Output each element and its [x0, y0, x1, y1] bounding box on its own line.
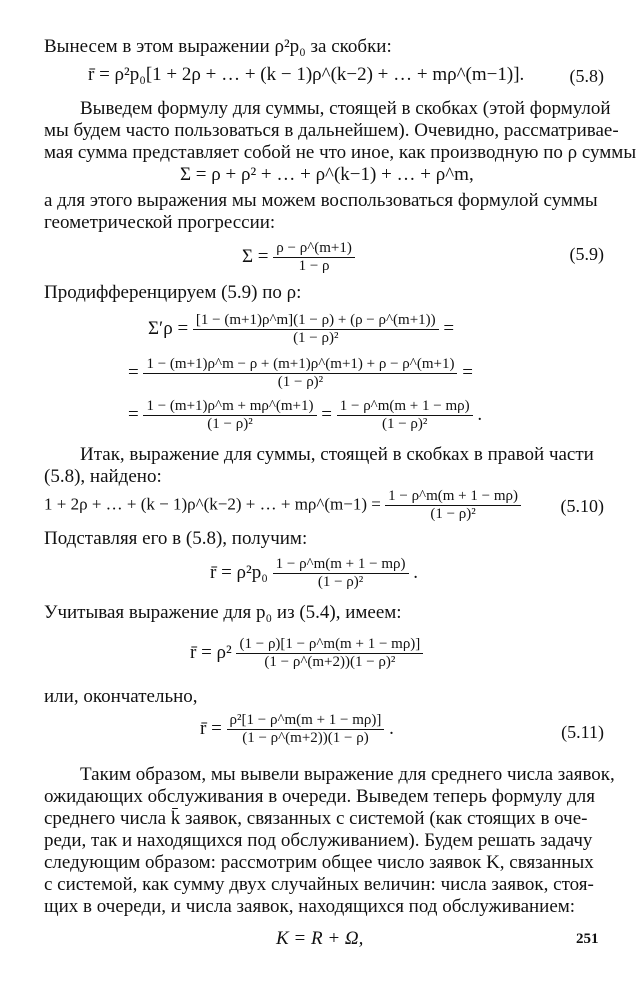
equation-rbar-2-numerator: (1 − ρ)[1 − ρ^m(m + 1 − mρ)]: [236, 636, 423, 654]
derivative-3a-denominator: (1 − ρ)²: [207, 416, 253, 432]
text-line-14: Итак, выражение для суммы, стоящей в скобках в правой части: [80, 444, 594, 465]
equals-sign: =: [443, 317, 455, 339]
derivative-2-numerator: 1 − (m+1)ρ^m − ρ + (m+1)ρ^(m+1) + ρ − ρ^(m+1): [143, 356, 457, 374]
equation-5-11-lhs: r̄ =: [200, 717, 222, 739]
text-line-15: (5.8), найдено:: [44, 466, 162, 487]
derivative-3a-fraction: [143, 398, 316, 433]
equation-5-9-lhs: Σ =: [242, 245, 269, 267]
equation-5-9-denominator: 1 − ρ: [298, 258, 330, 274]
text-line-17: Подставляя его в (5.8), получим:: [44, 528, 308, 549]
derivative-1-denominator: (1 − ρ)²: [293, 330, 339, 346]
derivative-1-numerator: [1 − (m+1)ρ^m](1 − ρ) + (ρ − ρ^(m+1)): [193, 312, 439, 330]
derivative-line-2: [128, 356, 473, 391]
derivative-3a-numerator: 1 − (m+1)ρ^m + mρ^(m+1): [143, 398, 316, 416]
equation-5-8: r̄ = ρ²p₀[1 + 2ρ + … + (k − 1)ρ^(k−2) + … + mρ^(m−1)].: [88, 64, 525, 85]
text-line-28: с системой, как сумму двух случайных величин: числа заявок, стоя-: [44, 874, 594, 895]
equation-number-5-9: (5.9): [569, 244, 604, 264]
equation-number-5-8: (5.8): [569, 66, 604, 86]
equation-rbar-2-fraction: [236, 636, 423, 671]
text-line-8: геометрической прогрессии:: [44, 212, 276, 233]
equation-rbar-2-denominator: (1 − ρ^(m+2))(1 − ρ)²: [264, 654, 396, 670]
derivative-1-fraction: [193, 312, 439, 347]
equation-5-11-denominator: (1 − ρ^(m+2))(1 − ρ): [242, 730, 369, 746]
sum-definition: Σ = ρ + ρ² + … + ρ^(k−1) + … + ρ^m,: [180, 164, 474, 185]
text-line-23: Таким образом, мы вывели выражение для среднего числа заявок,: [80, 764, 615, 785]
text-line-25: среднего числа k̄ заявок, связанных с системой (как стоящих в оче-: [44, 808, 588, 829]
derivative-3b-numerator: 1 − ρ^m(m + 1 − mρ): [337, 398, 473, 416]
equation-5-9: [242, 240, 355, 275]
equation-number-5-10: (5.10): [560, 496, 604, 516]
text-line-26: реди, так и находящихся под обслуживанием). Будем решать задачу: [44, 830, 593, 851]
equation-k: K = R + Ω,: [276, 928, 364, 949]
equals-sign: =: [321, 403, 337, 425]
text-line-21: или, окончательно,: [44, 686, 198, 707]
equation-rbar-1-fraction: [273, 556, 409, 591]
period: .: [389, 717, 394, 739]
derivative-1-lhs: Σ′ρ =: [148, 317, 189, 339]
equation-rbar-1-lhs: r̄ = ρ²p₀: [210, 561, 268, 583]
equation-5-11-fraction: [227, 712, 385, 747]
derivative-2-fraction: [143, 356, 457, 391]
equals-sign: =: [128, 403, 144, 425]
equation-5-10-lhs: 1 + 2ρ + … + (k − 1)ρ^(k−2) + … + mρ^(m−1) =: [44, 494, 381, 514]
derivative-2-denominator: (1 − ρ)²: [277, 374, 324, 390]
equation-5-11-numerator: ρ²[1 − ρ^m(m + 1 − mρ)]: [227, 712, 385, 730]
text-line-4: мы будем часто пользоваться в дальнейшем). Очевидно, рассматривае-: [44, 120, 619, 141]
equation-5-9-numerator: ρ − ρ^(m+1): [273, 240, 355, 258]
text-line-19: Учитывая выражение для p₀ из (5.4), имеем:: [44, 602, 402, 623]
text-line-5: мая сумма представляет собой не что иное, как производную по ρ суммы: [44, 142, 637, 163]
derivative-line-3: [128, 398, 482, 433]
derivative-3b-fraction: [337, 398, 473, 433]
equation-rbar-1-numerator: 1 − ρ^m(m + 1 − mρ): [273, 556, 409, 574]
equation-5-10: [44, 488, 521, 523]
derivative-3b-denominator: (1 − ρ)²: [381, 416, 428, 432]
equation-rbar-2: [190, 636, 423, 671]
derivative-line-1: [148, 312, 454, 347]
text-line-27: следующим образом: рассмотрим общее число заявок K, связанных: [44, 852, 594, 873]
equation-5-9-fraction: [273, 240, 355, 275]
period: .: [477, 403, 483, 425]
equation-rbar-1: [210, 556, 418, 591]
equation-number-5-11: (5.11): [561, 722, 604, 742]
equation-5-10-numerator: 1 − ρ^m(m + 1 − mρ): [385, 488, 521, 506]
text-line-1: Вынесем в этом выражении ρ²p₀ за скобки:: [44, 36, 392, 57]
text-line-3: Выведем формулу для суммы, стоящей в скобках (этой формулой: [80, 98, 611, 119]
page-number: 251: [576, 931, 599, 947]
text-line-10: Продифференцируем (5.9) по ρ:: [44, 282, 302, 303]
period: .: [413, 561, 418, 583]
equals-sign: =: [462, 361, 473, 383]
equation-rbar-1-denominator: (1 − ρ)²: [317, 574, 364, 590]
equals-sign: =: [128, 361, 144, 383]
text-line-24: ожидающих обслуживания в очереди. Выведем теперь формулу для: [44, 786, 595, 807]
equation-5-10-fraction: [385, 488, 521, 523]
equation-5-11: [200, 712, 394, 747]
text-line-29: щих в очереди, и числа заявок, находящихся под обслуживанием:: [44, 896, 576, 917]
equation-5-10-denominator: (1 − ρ)²: [430, 506, 476, 522]
equation-rbar-2-lhs: r̄ = ρ²: [190, 641, 232, 663]
text-line-7: а для этого выражения мы можем воспользоваться формулой суммы: [44, 190, 598, 211]
